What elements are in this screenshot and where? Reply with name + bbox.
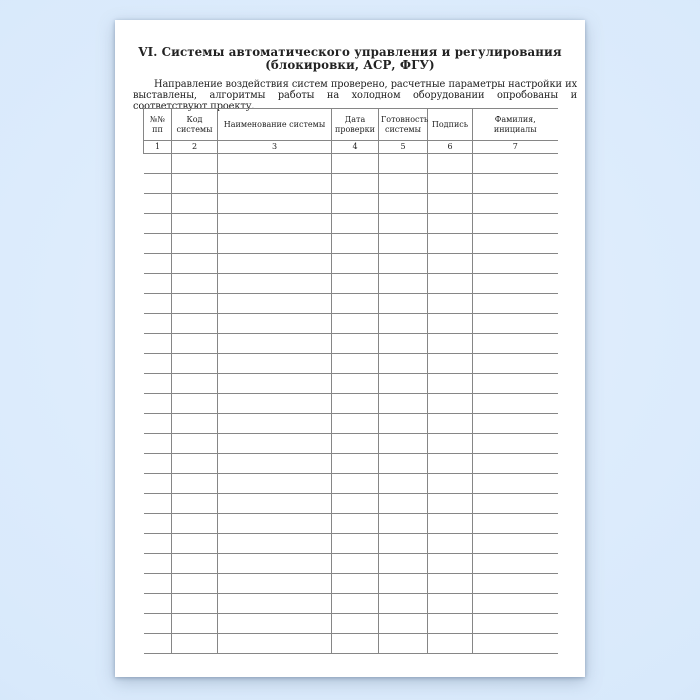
table-cell	[172, 234, 218, 254]
column-number-cell-7: 7	[473, 141, 558, 154]
table-row	[144, 334, 558, 354]
table-cell	[332, 394, 379, 414]
table-cell	[144, 454, 172, 474]
column-number-cell-4: 4	[332, 141, 379, 154]
table-cell	[144, 194, 172, 214]
table-row	[144, 214, 558, 234]
table-cell	[473, 534, 558, 554]
page-title-line-1: VI. Системы автоматического управления и регулирования	[138, 45, 562, 59]
systems-table-body	[144, 109, 558, 654]
table-cell	[332, 634, 379, 654]
header-cell-6: Подпись	[428, 109, 473, 141]
page-title	[115, 46, 585, 72]
table-cell	[144, 414, 172, 434]
table-cell	[379, 574, 428, 594]
header-cell-7: Фамилия, инициалы	[473, 109, 558, 141]
table-cell	[379, 154, 428, 174]
table-cell	[218, 234, 332, 254]
table-cell	[172, 534, 218, 554]
table-cell	[218, 354, 332, 374]
table-cell	[144, 334, 172, 354]
table-cell	[172, 574, 218, 594]
table-cell	[332, 214, 379, 234]
table-row	[144, 274, 558, 294]
table-cell	[379, 334, 428, 354]
table-cell	[379, 594, 428, 614]
table-cell	[332, 414, 379, 434]
table-cell	[218, 374, 332, 394]
table-cell	[332, 534, 379, 554]
table-cell	[172, 394, 218, 414]
table-cell	[144, 534, 172, 554]
table-cell	[332, 434, 379, 454]
table-cell	[144, 254, 172, 274]
table-cell	[172, 454, 218, 474]
table-cell	[144, 594, 172, 614]
table-cell	[218, 214, 332, 234]
table-cell	[379, 554, 428, 574]
table-cell	[428, 374, 473, 394]
table-cell	[379, 474, 428, 494]
column-number-cell-6: 6	[428, 141, 473, 154]
table-cell	[144, 154, 172, 174]
table-cell	[473, 554, 558, 574]
table-row	[144, 474, 558, 494]
header-cell-5: Готовность системы	[379, 109, 428, 141]
table-cell	[428, 294, 473, 314]
table-row	[144, 614, 558, 634]
table-cell	[473, 234, 558, 254]
intro-paragraph: Направление воздействия систем проверено, расчетные параметры настройки их выставлены, алгоритмы работы на холодном оборудовании опробованы и соответствуют проекту.	[133, 79, 577, 112]
table-cell	[379, 534, 428, 554]
table-cell	[473, 474, 558, 494]
table-cell	[218, 554, 332, 574]
table-cell	[428, 434, 473, 454]
table-cell	[172, 294, 218, 314]
column-number-cell-2: 2	[172, 141, 218, 154]
table-cell	[172, 274, 218, 294]
table-cell	[473, 494, 558, 514]
header-cell-3: Наименование системы	[218, 109, 332, 141]
table-cell	[473, 574, 558, 594]
table-cell	[473, 174, 558, 194]
table-cell	[332, 574, 379, 594]
table-cell	[473, 454, 558, 474]
table-cell	[428, 594, 473, 614]
table-row	[144, 494, 558, 514]
table-cell	[473, 414, 558, 434]
table-cell	[473, 434, 558, 454]
table-cell	[428, 194, 473, 214]
table-cell	[332, 334, 379, 354]
column-number-row	[144, 141, 558, 154]
table-row	[144, 374, 558, 394]
column-number-cell-5: 5	[379, 141, 428, 154]
table-cell	[473, 634, 558, 654]
table-cell	[172, 174, 218, 194]
table-cell	[172, 594, 218, 614]
table-cell	[144, 354, 172, 374]
table-cell	[379, 174, 428, 194]
table-cell	[218, 574, 332, 594]
table-cell	[379, 394, 428, 414]
table-cell	[172, 354, 218, 374]
table-row	[144, 514, 558, 534]
table-cell	[428, 514, 473, 534]
table-header-row	[144, 109, 558, 141]
table-cell	[144, 274, 172, 294]
table-cell	[218, 174, 332, 194]
table-cell	[379, 234, 428, 254]
table-row	[144, 254, 558, 274]
table-cell	[332, 234, 379, 254]
table-cell	[218, 154, 332, 174]
table-cell	[379, 354, 428, 374]
table-cell	[473, 394, 558, 414]
table-cell	[218, 434, 332, 454]
table-row	[144, 354, 558, 374]
table-cell	[379, 414, 428, 434]
table-cell	[218, 534, 332, 554]
table-cell	[379, 614, 428, 634]
table-row	[144, 294, 558, 314]
table-row	[144, 634, 558, 654]
column-number-cell-1: 1	[144, 141, 172, 154]
table-cell	[218, 334, 332, 354]
table-cell	[144, 214, 172, 234]
table-cell	[172, 494, 218, 514]
table-cell	[172, 474, 218, 494]
table-cell	[144, 374, 172, 394]
table-cell	[473, 314, 558, 334]
table-cell	[379, 274, 428, 294]
table-cell	[428, 394, 473, 414]
table-cell	[428, 494, 473, 514]
table-cell	[379, 254, 428, 274]
table-cell	[144, 554, 172, 574]
table-row	[144, 574, 558, 594]
table-cell	[172, 614, 218, 634]
table-cell	[172, 434, 218, 454]
table-cell	[218, 414, 332, 434]
table-cell	[144, 494, 172, 514]
table-cell	[172, 314, 218, 334]
table-cell	[332, 594, 379, 614]
page-title-line-2: (блокировки, АСР, ФГУ)	[265, 57, 435, 72]
table-cell	[332, 614, 379, 634]
table-cell	[172, 634, 218, 654]
table-row	[144, 234, 558, 254]
table-cell	[218, 634, 332, 654]
table-cell	[172, 374, 218, 394]
table-cell	[473, 294, 558, 314]
table-row	[144, 534, 558, 554]
table-cell	[172, 414, 218, 434]
table-cell	[332, 174, 379, 194]
table-cell	[379, 214, 428, 234]
table-cell	[172, 194, 218, 214]
table-cell	[428, 554, 473, 574]
table-cell	[428, 234, 473, 254]
table-cell	[144, 234, 172, 254]
table-cell	[473, 214, 558, 234]
table-cell	[473, 194, 558, 214]
header-cell-2: Код системы	[172, 109, 218, 141]
table-cell	[144, 514, 172, 534]
table-cell	[218, 614, 332, 634]
table-cell	[332, 294, 379, 314]
table-cell	[172, 154, 218, 174]
table-cell	[218, 274, 332, 294]
table-cell	[428, 174, 473, 194]
table-cell	[144, 314, 172, 334]
table-cell	[218, 454, 332, 474]
table-cell	[144, 614, 172, 634]
table-row	[144, 394, 558, 414]
table-cell	[428, 314, 473, 334]
table-cell	[332, 494, 379, 514]
table-cell	[428, 334, 473, 354]
table-cell	[218, 594, 332, 614]
table-cell	[379, 294, 428, 314]
table-row	[144, 554, 558, 574]
table-cell	[379, 634, 428, 654]
table-row	[144, 454, 558, 474]
table-row	[144, 594, 558, 614]
table-cell	[379, 374, 428, 394]
table-row	[144, 154, 558, 174]
table-cell	[428, 274, 473, 294]
table-cell	[379, 454, 428, 474]
table-cell	[428, 634, 473, 654]
table-cell	[218, 494, 332, 514]
table-cell	[218, 294, 332, 314]
table-cell	[332, 254, 379, 274]
table-cell	[172, 334, 218, 354]
table-cell	[473, 334, 558, 354]
table-cell	[172, 254, 218, 274]
table-row	[144, 414, 558, 434]
table-row	[144, 174, 558, 194]
table-cell	[218, 394, 332, 414]
table-cell	[379, 194, 428, 214]
table-cell	[332, 554, 379, 574]
table-cell	[332, 194, 379, 214]
table-cell	[473, 514, 558, 534]
table-cell	[172, 214, 218, 234]
table-cell	[332, 374, 379, 394]
table-cell	[473, 154, 558, 174]
table-cell	[144, 174, 172, 194]
table-cell	[473, 274, 558, 294]
table-cell	[428, 614, 473, 634]
table-cell	[332, 154, 379, 174]
table-cell	[332, 274, 379, 294]
table-cell	[172, 554, 218, 574]
table-cell	[428, 454, 473, 474]
table-cell	[218, 254, 332, 274]
table-cell	[428, 154, 473, 174]
column-number-cell-3: 3	[218, 141, 332, 154]
table-cell	[144, 634, 172, 654]
table-cell	[218, 194, 332, 214]
table-cell	[473, 594, 558, 614]
table-cell	[428, 354, 473, 374]
table-row	[144, 194, 558, 214]
table-cell	[428, 214, 473, 234]
table-cell	[218, 474, 332, 494]
table-cell	[473, 254, 558, 274]
table-cell	[473, 374, 558, 394]
table-cell	[473, 354, 558, 374]
table-cell	[428, 414, 473, 434]
table-cell	[218, 314, 332, 334]
table-cell	[379, 514, 428, 534]
table-cell	[428, 254, 473, 274]
table-cell	[379, 314, 428, 334]
table-cell	[379, 494, 428, 514]
table-cell	[473, 614, 558, 634]
table-cell	[218, 514, 332, 534]
table-cell	[144, 574, 172, 594]
table-cell	[144, 294, 172, 314]
table-cell	[428, 534, 473, 554]
table-cell	[332, 354, 379, 374]
header-cell-1: №№ пп	[144, 109, 172, 141]
table-row	[144, 314, 558, 334]
table-cell	[332, 514, 379, 534]
table-cell	[428, 574, 473, 594]
table-cell	[332, 454, 379, 474]
table-cell	[144, 394, 172, 414]
header-cell-4: Дата проверки	[332, 109, 379, 141]
table-cell	[332, 314, 379, 334]
systems-table	[143, 108, 558, 654]
document-page	[115, 20, 585, 677]
table-cell	[379, 434, 428, 454]
table-cell	[332, 474, 379, 494]
table-cell	[428, 474, 473, 494]
table-cell	[172, 514, 218, 534]
table-cell	[144, 474, 172, 494]
table-row	[144, 434, 558, 454]
table-cell	[144, 434, 172, 454]
